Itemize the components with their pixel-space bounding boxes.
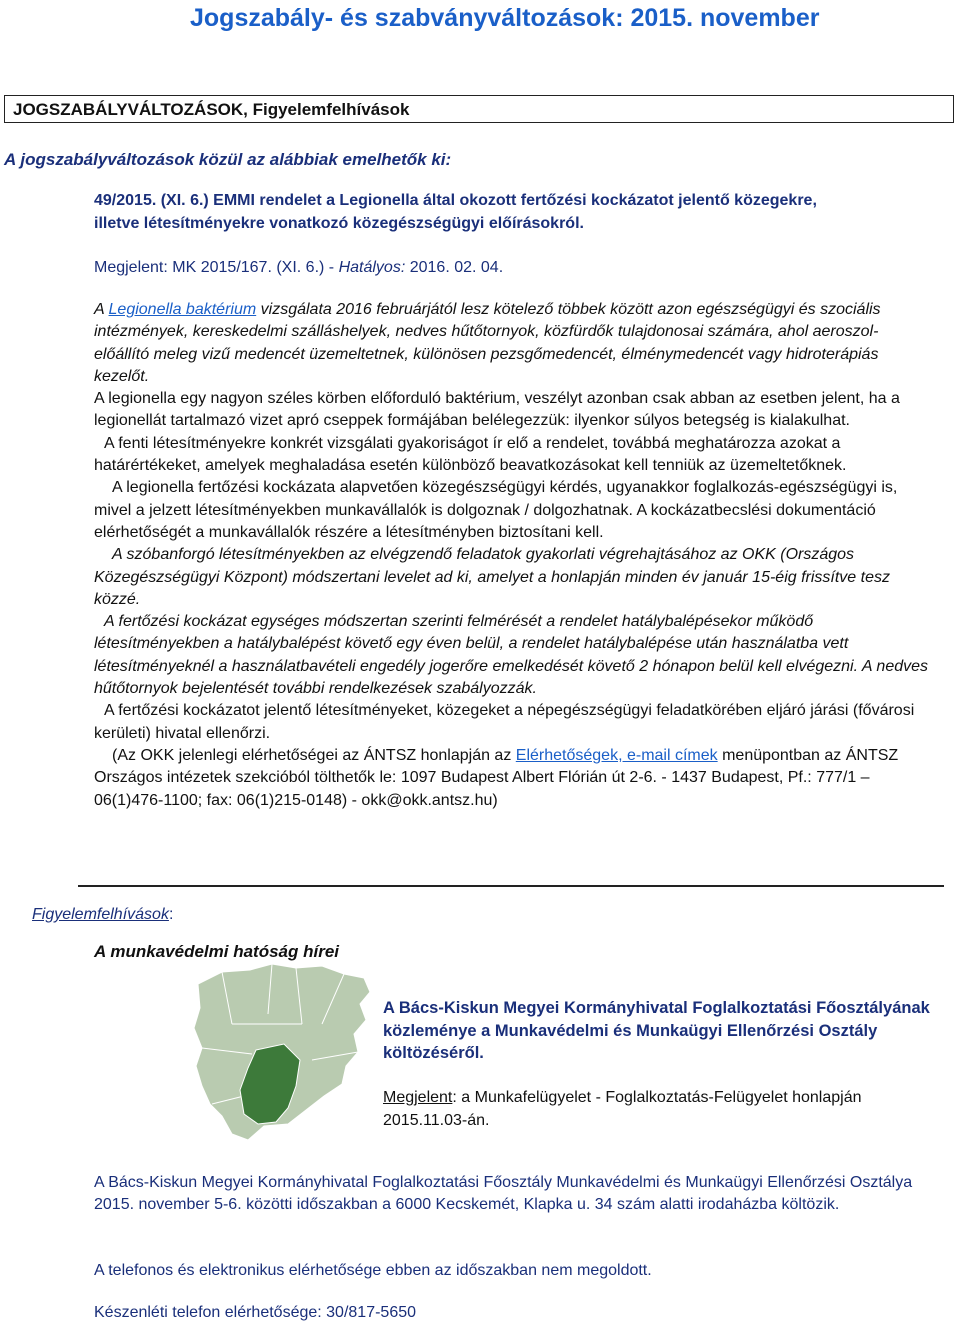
contacts-link[interactable]: Elérhetőségek, e-mail címek: [515, 746, 718, 764]
news-body-2: A telefonos és elektronikus elérhetősége ebben az időszakban nem megoldott.: [94, 1262, 652, 1279]
notices-label: Figyelemfelhívások:: [32, 906, 174, 923]
article-paragraph-5: A szóbanforgó létesítményekben az elvégzendő feladatok gyakorlati végrehajtásához az OKK (Országos Közegészségügyi Központ) módszertani levelet ad ki, amelyet a honlapján minden év január 15-éig frissítve tesz közzé.: [94, 546, 890, 608]
article-paragraph-2: A legionella egy nagyon széles körben előforduló baktérium, veszélyt azonban csak abban az esetben jelent, ha a legionellát tartalmazó vizet apró cseppek formájában belélegezzük: ilyenkor súlyos betegség is kialakulhat.: [94, 390, 900, 430]
hungary-map: [192, 964, 372, 1144]
regulation-heading-line1: 49/2015. (XI. 6.) EMMI rendelet a Legionella által okozott fertőzési kockázatot jelentő közegekre,: [94, 192, 817, 209]
legionella-link[interactable]: Legionella baktérium: [108, 301, 257, 318]
news-body-1: A Bács-Kiskun Megyei Kormányhivatal Foglalkoztatási Főosztály Munkavédelmi és Munkaügyi Ellenőrzési Osztálya 2015. november 5-6. közötti időszakban a 6000 Kecskemét, Klapka u. 34 szám alatti irodaházba költözik.: [94, 1174, 913, 1214]
authority-news-heading: A munkavédelmi hatóság hírei: [94, 942, 339, 961]
article-paragraph-8: (Az OKK jelenlegi elérhetőségei az ÁNTSZ honlapján az Elérhetőségek, e-mail címek menüpontban az ÁNTSZ Országos intézetek szekcióból tölthetők le: 1097 Budapest Albert Flórián út 2-6. - 1437 Budapest, Pf.: 777/1 – 06(1)476-1100; fax: 06(1)215-0148) - okk@okk.antsz.hu): [94, 746, 899, 809]
intro-subheading: A jogszabályváltozások közül az alábbiak emelhetők ki:: [4, 150, 452, 169]
news-headline: A Bács-Kiskun Megyei Kormányhivatal Foglalkoztatási Főosztályának közleménye a Munkavédelmi és Munkaügyi Ellenőrzési Osztály költözéséről.: [383, 999, 930, 1062]
article-paragraph-3: A fenti létesítményekre konkrét vizsgálati gyakoriságot ír elő a rendelet, továbbá meghatározza azokat a határértékeket, amelyek meghaladása esetén különböző beavatkozásokat kell tenniük az üzemeltetőknek.: [94, 434, 847, 475]
news-published: Megjelent: a Munkafelügyelet - Foglalkoztatás-Felügyelet honlapján 2015.11.03-án.: [383, 1089, 862, 1129]
regulation-heading-line2: illetve létesítményekre vonatkozó közegészségügyi előírásokról.: [94, 215, 584, 232]
effective-label: Hatályos:: [338, 259, 406, 276]
published-label: Megjelent:: [94, 259, 168, 276]
section-header-box: JOGSZABÁLYVÁLTOZÁSOK, Figyelemfelhívások: [4, 95, 954, 123]
section-divider: [78, 885, 944, 887]
published-value: MK 2015/167. (XI. 6.) -: [167, 259, 339, 276]
article-body: [94, 299, 929, 812]
regulation-dates: [94, 259, 503, 277]
article-paragraph-1: A Legionella baktérium vizsgálata 2016 februárjától lesz kötelező többek között azon egészségügyi és szociális intézmények, kereskedelmi szálláshelyek, nedves hűtőtornyok, közfürdők tulajdonosai számára, ahol aeroszol-előállító meleg vizű medencét üzemeltetnek, különösen pezsgőmedencét, élménymedencét vagy hidroterápiás kezelőt.: [94, 301, 881, 385]
article-paragraph-7: A fertőzési kockázatot jelentő létesítményeket, közegeket a népegészségügyi feladatkörében eljáró járási (fővárosi kerületi) hivatal ellenőrzi.: [94, 702, 915, 742]
news-body-3: Készenléti telefon elérhetősége: 30/817-5650: [94, 1304, 417, 1321]
article-paragraph-4: A legionella fertőzési kockázata alapvetően közegészségügyi kérdés, ugyanakkor foglalkozás-egészségügyi is, mivel a jelzett létesítményekben munkavállalók is dolgoznak / dolgozhatnak. A kockázatbecslési dokumentáció elérhetőségét a munkavállalók részére a létesítményben biztosítani kell.: [94, 479, 898, 541]
article-paragraph-6: A fertőzési kockázat egységes módszertan szerinti felmérését a rendelet hatálybalépésekor működő létesítményekben a hatálybalépést követő egy éven belül, a rendelet hatálybalépése után használatba vett létesítményeknél a használatbavételi engedély jogerőre emelkedését követő 2 hónapon belül kell elvégezni. A nedves hűtőtornyok bejelentését további rendelkezések szabályozzák.: [94, 613, 929, 698]
page-title: Jogszabály- és szabványváltozások: 2015. november: [190, 4, 820, 32]
effective-value: 2016. 02. 04.: [405, 259, 504, 276]
